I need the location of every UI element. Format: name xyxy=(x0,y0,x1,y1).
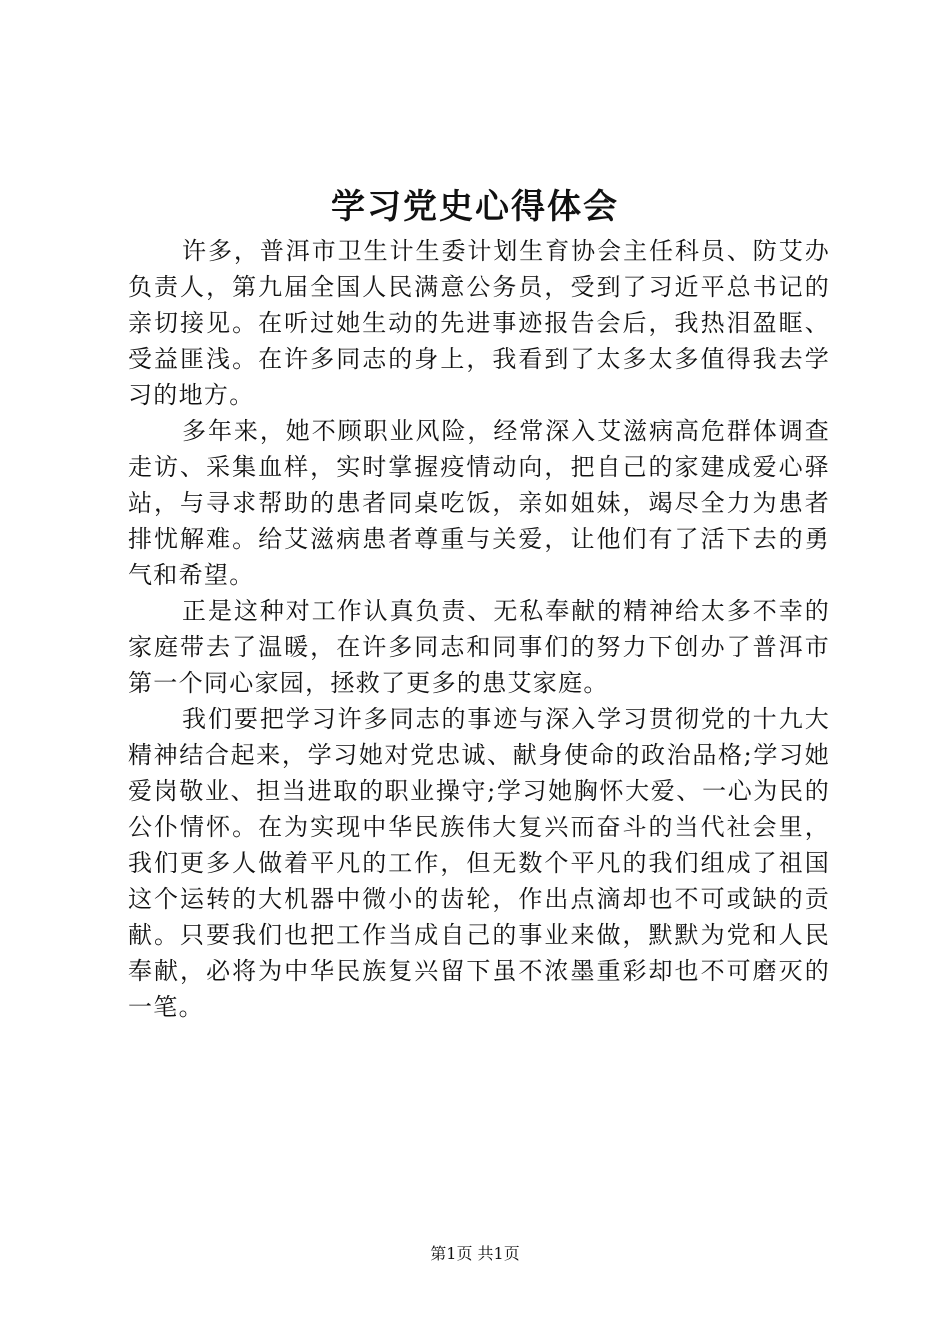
page-footer: 第1页 共1页 xyxy=(430,1244,520,1263)
paragraph-1: 许多，普洱市卫生计生委计划生育协会主任科员、防艾办负责人，第九届全国人民满意公务员，受到了习近平总书记的亲切接见。在听过她生动的先进事迹报告会后，我热泪盈眶、受益匪浅。在许多同志的身上，我看到了太多太多值得我去学习的地方。 xyxy=(128,237,830,409)
document-body xyxy=(128,233,830,1025)
paragraph-3: 正是这种对工作认真负责、无私奉献的精神给太多不幸的家庭带去了温暖，在许多同志和同事们的努力下创办了普洱市第一个同心家园，拯救了更多的患艾家庭。 xyxy=(128,597,830,697)
paragraph-2: 多年来，她不顾职业风险，经常深入艾滋病高危群体调查走访、采集血样，实时掌握疫情动向，把自己的家建成爱心驿站，与寻求帮助的患者同桌吃饭，亲如姐妹，竭尽全力为患者排忧解难。给艾滋病患者尊重与关爱，让他们有了活下去的勇气和希望。 xyxy=(128,417,830,589)
paragraph-4: 我们要把学习许多同志的事迹与深入学习贯彻党的十九大精神结合起来，学习她对党忠诚、献身使命的政治品格;学习她爱岗敬业、担当进取的职业操守;学习她胸怀大爱、一心为民的公仆情怀。在为实现中华民族伟大复兴而奋斗的当代社会里，我们更多人做着平凡的工作，但无数个平凡的我们组成了祖国这个运转的大机器中微小的齿轮，作出点滴却也不可或缺的贡献。只要我们也把工作当成自己的事业来做，默默为党和人民奉献，必将为中华民族复兴留下虽不浓墨重彩却也不可磨灭的一笔。 xyxy=(128,705,830,1021)
document-title: 学习党史心得体会 xyxy=(331,187,619,227)
